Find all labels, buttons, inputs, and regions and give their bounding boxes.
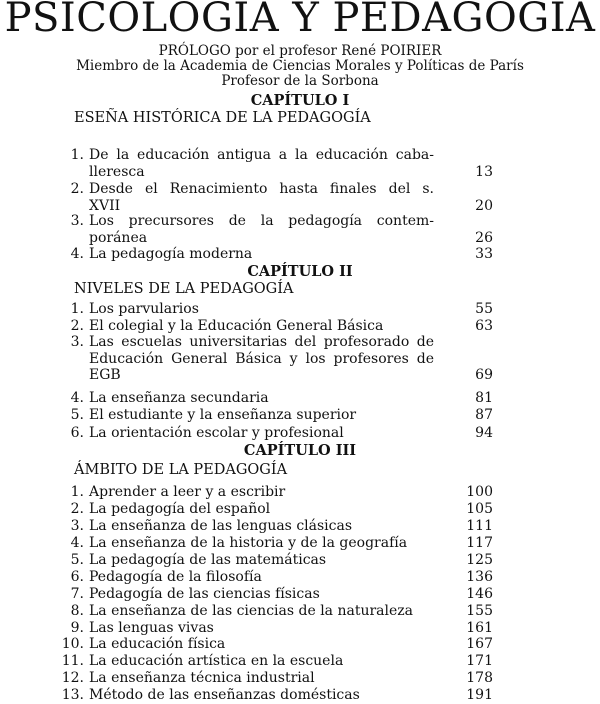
entry-title-line: Educación General Básica y los profesores de xyxy=(89,350,434,367)
entry-title xyxy=(89,181,434,214)
entry-title-line: Las lenguas vivas xyxy=(89,620,214,636)
entry-title-line: XVII xyxy=(89,197,121,214)
entry-page-number: 161 xyxy=(466,620,493,636)
entry-title-line: Aprender a leer y a escribir xyxy=(89,484,286,500)
entry-title-line: La pedagogía moderna xyxy=(89,246,253,262)
entry-title xyxy=(89,535,429,552)
entry-number: 4. xyxy=(70,535,84,551)
entry-title-line: La pedagogía de las matemáticas xyxy=(89,552,327,568)
entry-page-number: 155 xyxy=(466,603,493,619)
entry-title-line: Los parvularios xyxy=(89,301,199,317)
entry-title xyxy=(89,147,434,180)
entry-page-number: 167 xyxy=(466,636,493,652)
entry-page-number: 111 xyxy=(466,518,493,534)
entry-title-line: La enseñanza de las ciencias de la naturaleza xyxy=(89,603,413,619)
book-title: PSICOLOGIA Y PEDAGOGIA xyxy=(4,0,596,41)
entry-number: 6. xyxy=(70,425,84,441)
entry-page-number: 26 xyxy=(475,229,493,246)
entry-page-number: 63 xyxy=(475,318,493,334)
entry-title xyxy=(89,552,429,569)
entry-number: 3. xyxy=(70,334,84,350)
section-title: NIVELES DE LA PEDAGOGÍA xyxy=(74,281,294,297)
entry-number: 4. xyxy=(70,390,84,406)
entry-title-line: La educación física xyxy=(89,636,226,652)
entry-number: 3. xyxy=(70,213,84,229)
entry-title-line: La enseñanza técnica industrial xyxy=(89,670,315,686)
entry-title xyxy=(89,334,434,384)
chapter-heading: CAPÍTULO I xyxy=(250,92,350,109)
entry-title-line: Las escuelas universitarias del profesorado de xyxy=(89,334,434,350)
entry-page-number: 33 xyxy=(475,246,493,262)
entry-title-line: La enseñanza secundaria xyxy=(89,390,269,406)
entry-title xyxy=(89,670,429,687)
entry-title xyxy=(89,586,429,603)
entry-title xyxy=(89,636,429,653)
entry-title-line: lleresca xyxy=(89,163,145,180)
entry-number: 3. xyxy=(70,518,84,534)
entry-page-number: 69 xyxy=(475,367,493,383)
entry-number: 6. xyxy=(70,569,84,585)
entry-title-line: EGB xyxy=(89,367,121,383)
entry-title-line: Los precursores de la pedagogía contem- xyxy=(89,213,434,229)
prologue-line: Miembro de la Academia de Ciencias Morales y Políticas de París xyxy=(76,58,524,74)
entry-title-line: La educación artística en la escuela xyxy=(89,653,344,669)
prologue-line: Profesor de la Sorbona xyxy=(221,73,379,89)
entry-page-number: 105 xyxy=(466,501,493,517)
entry-page-number: 117 xyxy=(466,535,493,551)
entry-page-number: 20 xyxy=(475,197,493,214)
entry-page-number: 87 xyxy=(475,407,493,423)
entry-number: 1. xyxy=(70,301,84,317)
section-title: ESEÑA HISTÓRICA DE LA PEDAGOGÍA xyxy=(74,110,371,126)
entry-title xyxy=(89,484,429,501)
entry-page-number: 125 xyxy=(466,552,493,568)
entry-title xyxy=(89,407,429,424)
entry-page-number: 146 xyxy=(466,586,493,602)
entry-page-number: 81 xyxy=(475,390,493,406)
entry-page-number: 136 xyxy=(466,569,493,585)
entry-title-line: poránea xyxy=(89,229,148,246)
entry-title xyxy=(89,620,429,637)
entry-title-line: El estudiante y la enseñanza superior xyxy=(89,407,357,423)
entry-title xyxy=(89,390,429,407)
entry-title-line: La orientación escolar y profesional xyxy=(89,425,344,441)
entry-title-line: La pedagogía del español xyxy=(89,501,271,517)
entry-number: 2. xyxy=(70,318,84,334)
entry-title xyxy=(89,569,429,586)
entry-number: 12. xyxy=(61,670,84,686)
entry-number: 5. xyxy=(70,407,84,423)
chapter-heading: CAPÍTULO II xyxy=(247,263,353,280)
entry-title xyxy=(89,213,434,246)
entry-title-line: El colegial y la Educación General Básica xyxy=(89,318,384,334)
entry-page-number: 13 xyxy=(475,163,493,180)
entry-title-line: Pedagogía de las ciencias físicas xyxy=(89,586,320,602)
entry-number: 13. xyxy=(61,687,84,703)
entry-number: 7. xyxy=(70,586,84,602)
entry-title-line: La enseñanza de la historia y de la geografía xyxy=(89,535,408,551)
entry-title-line: La enseñanza de las lenguas clásicas xyxy=(89,518,353,534)
entry-number: 2. xyxy=(70,501,84,517)
prologue-block xyxy=(0,44,600,89)
entry-number: 11. xyxy=(61,653,84,669)
entry-page-number: 171 xyxy=(466,653,493,669)
entry-page-number: 55 xyxy=(475,301,493,317)
entry-number: 1. xyxy=(70,484,84,500)
entry-title xyxy=(89,603,429,620)
entry-page-number: 178 xyxy=(466,670,493,686)
entry-title xyxy=(89,653,429,670)
entry-title xyxy=(89,425,429,442)
chapter-heading: CAPÍTULO III xyxy=(243,442,357,459)
entry-title xyxy=(89,501,429,518)
entry-title-line: Método de las enseñanzas domésticas xyxy=(89,687,360,703)
entry-page-number: 94 xyxy=(475,425,493,441)
entry-number: 1. xyxy=(70,147,84,163)
entry-title xyxy=(89,301,429,318)
entry-title-line: Desde el Renacimiento hasta finales del s. xyxy=(89,181,434,197)
section-title: ÁMBITO DE LA PEDAGOGÍA xyxy=(74,462,288,478)
entry-number: 4. xyxy=(70,246,84,262)
entry-page-number: 100 xyxy=(466,484,493,500)
entry-title xyxy=(89,687,429,704)
entry-title-line: De la educación antigua a la educación caba- xyxy=(89,147,434,163)
entry-page-number: 191 xyxy=(466,687,493,703)
entry-number: 10. xyxy=(61,636,84,652)
entry-title xyxy=(89,318,429,335)
entry-title xyxy=(89,518,429,535)
entry-number: 9. xyxy=(70,620,84,636)
entry-number: 2. xyxy=(70,181,84,197)
entry-number: 5. xyxy=(70,552,84,568)
entry-title-line: Pedagogía de la filosofía xyxy=(89,569,262,585)
prologue-line: PRÓLOGO por el profesor René POIRIER xyxy=(158,43,442,59)
entry-number: 8. xyxy=(70,603,84,619)
entry-title xyxy=(89,246,429,263)
